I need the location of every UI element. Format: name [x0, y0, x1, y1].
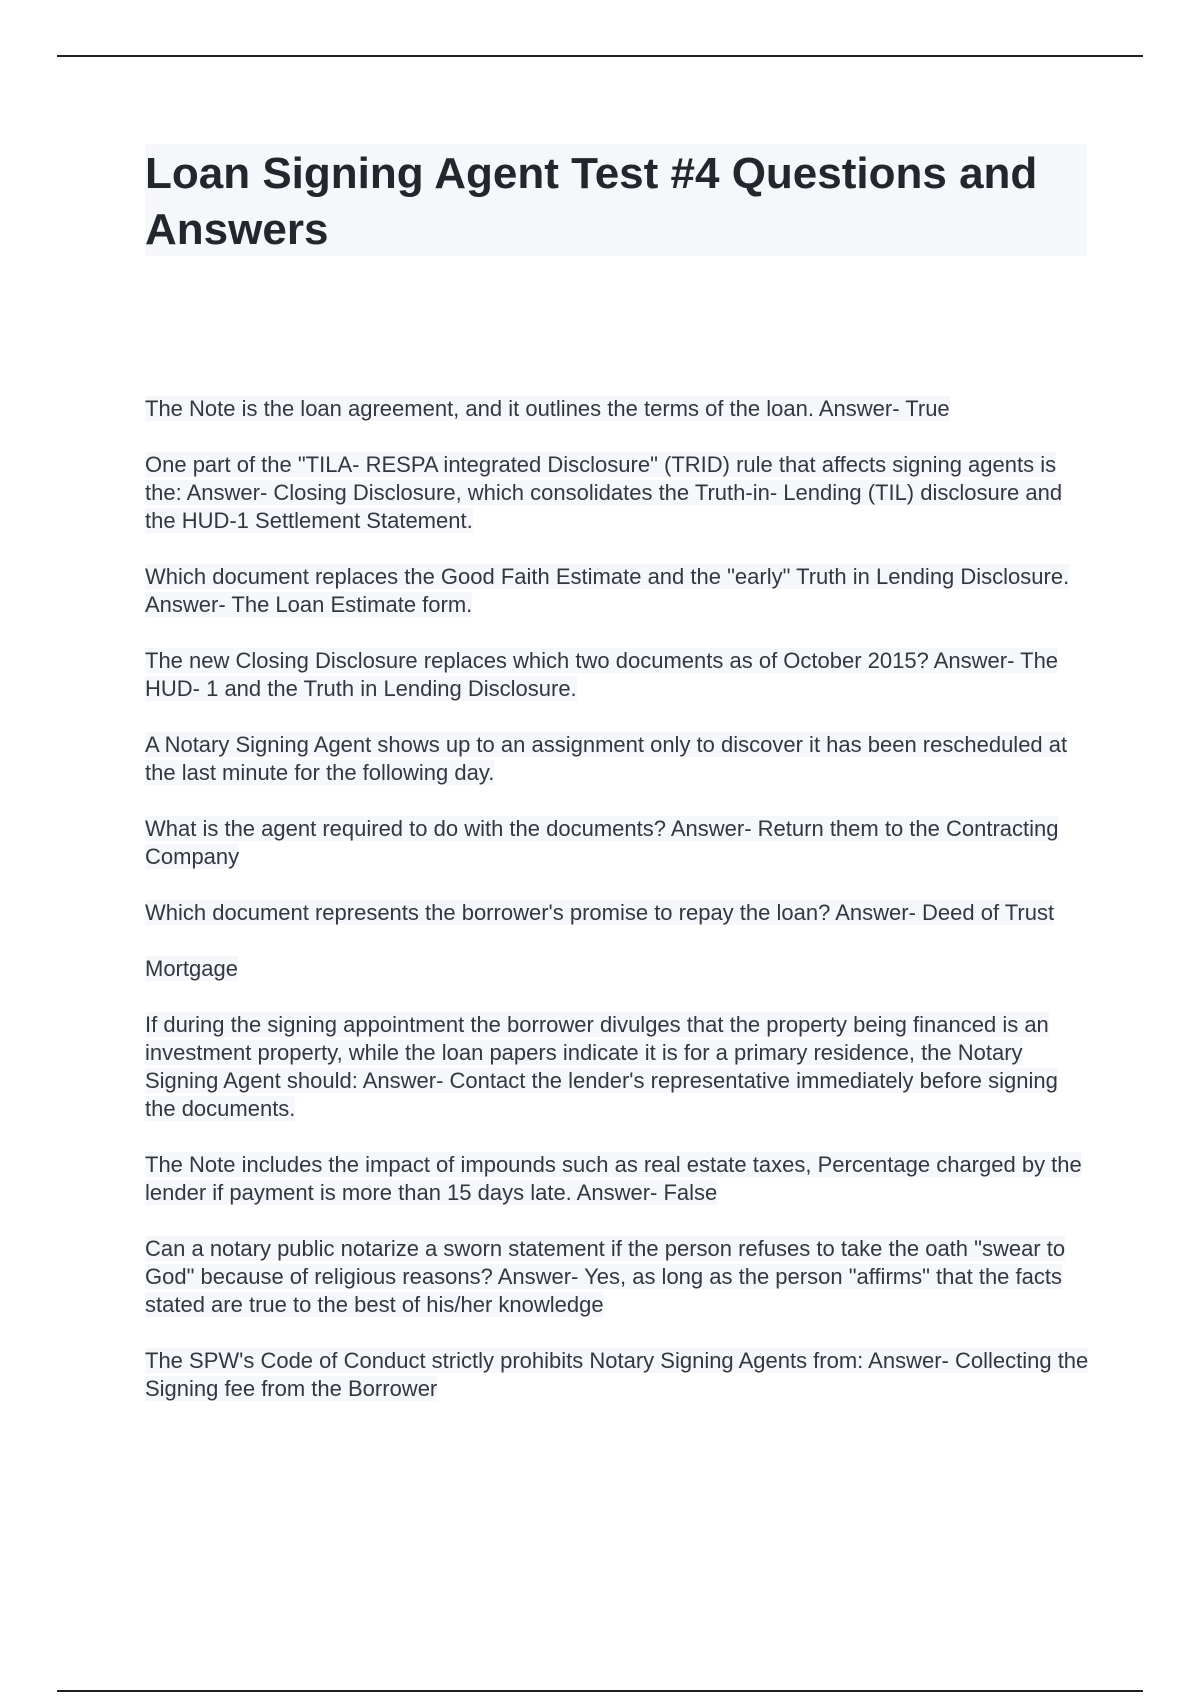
qa-paragraph [145, 731, 1090, 787]
qa-paragraph [145, 563, 1090, 619]
qa-paragraph [145, 395, 1090, 423]
qa-paragraph [145, 1235, 1090, 1319]
top-rule [57, 55, 1143, 57]
qa-text: A Notary Signing Agent shows up to an assignment only to discover it has been rescheduled at the last minute for the following day. [145, 732, 1068, 785]
title-block [145, 144, 1087, 256]
qa-paragraph [145, 815, 1090, 871]
qa-list [145, 395, 1090, 1431]
qa-text: If during the signing appointment the borrower divulges that the property being financed is an investment property, while the loan papers indicate it is for a primary residence, the Notary Signing Agent should: Answer- Contact the lender's representative immediately before signing the documents. [145, 1012, 1058, 1121]
qa-paragraph [145, 647, 1090, 703]
qa-text: The Note includes the impact of impounds such as real estate taxes, Percentage charged by the lender if payment is more than 15 days late. Answer- False [145, 1152, 1082, 1205]
qa-text: Which document represents the borrower's promise to repay the loan? Answer- Deed of Trust [145, 900, 1055, 925]
qa-paragraph [145, 1347, 1090, 1403]
document-title: Loan Signing Agent Test #4 Questions and Answers [145, 149, 1038, 254]
bottom-rule [57, 1690, 1143, 1692]
qa-paragraph [145, 1011, 1090, 1123]
qa-text: What is the agent required to do with the documents? Answer- Return them to the Contracting Company [145, 816, 1059, 869]
qa-paragraph [145, 899, 1090, 927]
qa-paragraph [145, 451, 1090, 535]
qa-text: The SPW's Code of Conduct strictly prohibits Notary Signing Agents from: Answer- Collecting the Signing fee from the Borrower [145, 1348, 1089, 1401]
qa-text: Which document replaces the Good Faith Estimate and the "early" Truth in Lending Disclosure. Answer- The Loan Estimate form. [145, 564, 1070, 617]
qa-paragraph [145, 1151, 1090, 1207]
qa-text: Can a notary public notarize a sworn statement if the person refuses to take the oath "swear to God" because of religious reasons? Answer- Yes, as long as the person "affirms" that the facts stated are true to the best of his/her knowledge [145, 1236, 1066, 1317]
qa-text: The Note is the loan agreement, and it outlines the terms of the loan. Answer- True [145, 396, 950, 421]
qa-text: The new Closing Disclosure replaces which two documents as of October 2015? Answer- The HUD- 1 and the Truth in Lending Disclosure. [145, 648, 1059, 701]
qa-paragraph [145, 955, 1090, 983]
qa-text: Mortgage [145, 956, 238, 981]
qa-text: One part of the "TILA- RESPA integrated Disclosure" (TRID) rule that affects signing agents is the: Answer- Closing Disclosure, which consolidates the Truth-in- Lending (TIL) disclosure and the HUD-1 Settlement Statement. [145, 452, 1063, 533]
